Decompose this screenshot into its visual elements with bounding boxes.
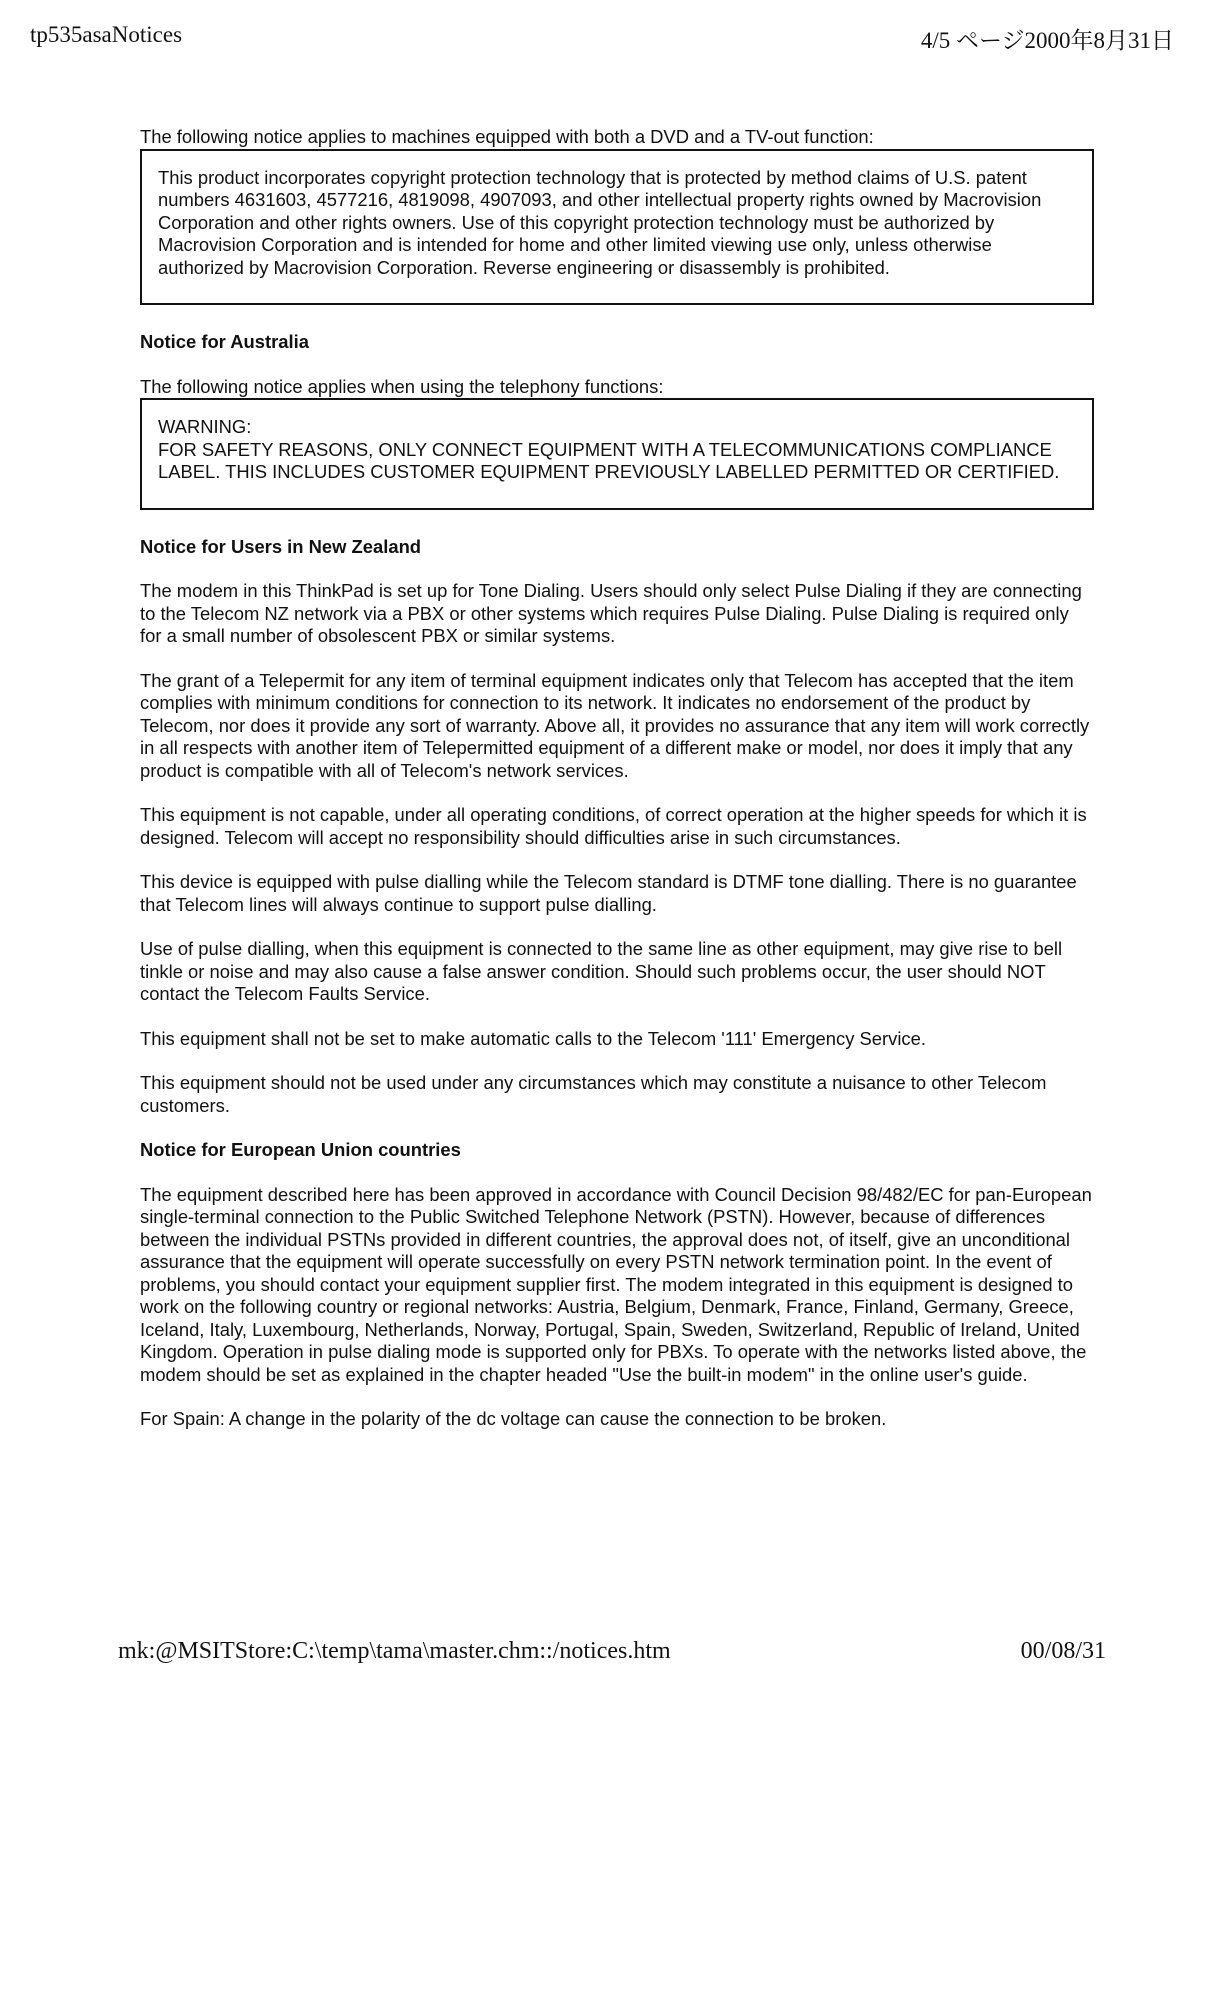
- footer-url: mk:@MSITStore:C:\temp\tama\master.chm::/notices.htm: [118, 1638, 671, 1664]
- header-left-title: tp535asaNotices: [30, 22, 183, 47]
- australia-heading: Notice for Australia: [140, 331, 309, 352]
- nz-paragraph: Use of pulse dialling, when this equipment is connected to the same line as other equipment, may give rise to bell tinkle or noise and may also cause a false answer condition. Should such problems occur, the user should NOT contact the Telecom Faults Service.: [140, 938, 1063, 1004]
- nz-paragraph: The grant of a Telepermit for any item of terminal equipment indicates only that Telecom has accepted that the item complies with minimum conditions for connection to its network. It indicates no endorsement of the product by Telecom, nor does it provide any sort of warranty. Above all, it provides no assurance that any item will work correctly in all respects with another item of Telepermitted equipment of a different make or model, nor does it imply that any product is compatible with all of Telecom's network services.: [140, 669, 1090, 781]
- nz-paragraph: This equipment shall not be set to make automatic calls to the Telecom '111' Emergency Service.: [140, 1027, 926, 1049]
- australia-warning-box: [140, 398, 1094, 510]
- macrovision-notice-text: This product incorporates copyright protection technology that is protected by method claims of U.S. patent numbers 4631603, 4577216, 4819098, 4907093, and other intellectual property rights owned by Macrovision Corporation and other rights owners. Use of this copyright protection technology must be authorized by Macrovision Corporation and is intended for home and other limited viewing use only, unless otherwise authorized by Macrovision Corporation. Reverse engineering or disassembly is prohibited.: [158, 166, 1042, 278]
- header-page-date: 4/5 ページ2000年8月31日: [920, 28, 1174, 53]
- nz-paragraph: This device is equipped with pulse dialling while the Telecom standard is DTMF tone dialling. There is no guarantee that Telecom lines will always continue to support pulse dialling.: [140, 871, 1077, 915]
- eu-paragraph: The equipment described here has been approved in accordance with Council Decision 98/482/EC for pan-European single-terminal connection to the Public Switched Telephone Network (PSTN). However, because of differences between the individual PSTNs provided in different countries, the approval does not, of itself, give an unconditional assurance that the equipment will operate successfully on every PSTN network termination point. In the event of problems, you should contact your equipment supplier first. The modem integrated in this equipment is designed to work on the following country or regional networks: Austria, Belgium, Denmark, France, Finland, Germany, Greece, Iceland, Italy, Luxembourg, Netherlands, Norway, Portugal, Spain, Sweden, Switzerland, Republic of Ireland, United Kingdom. Operation in pulse dialing mode is supported only for PBXs. To operate with the networks listed above, the modem should be set as explained in the chapter headed "Use the built-in modem" in the online user's guide.: [140, 1183, 1092, 1385]
- warning-text: FOR SAFETY REASONS, ONLY CONNECT EQUIPMENT WITH A TELECOMMUNICATIONS COMPLIANCE LABEL. THIS INCLUDES CUSTOMER EQUIPMENT PREVIOUSLY LABELLED PERMITTED OR CERTIFIED.: [158, 438, 1060, 482]
- australia-notice-intro: The following notice applies when using the telephony functions:: [140, 375, 664, 397]
- document-body: [140, 126, 1094, 1431]
- new-zealand-heading: Notice for Users in New Zealand: [140, 535, 422, 557]
- footer-date: 00/08/31: [1020, 1638, 1106, 1664]
- nz-paragraph: The modem in this ThinkPad is set up for Tone Dialing. Users should only select Pulse Dialing if they are connecting to the Telecom NZ network via a PBX or other systems which requires Pulse Dialing. Pulse Dialing is required only for a small number of obsolescent PBX or similar systems.: [140, 580, 1082, 646]
- warning-label: WARNING:: [158, 416, 252, 437]
- nz-paragraph: This equipment is not capable, under all operating conditions, of correct operation at the higher speeds for which it is designed. Telecom will accept no responsibility should difficulties arise in such circumstances.: [140, 804, 1087, 848]
- nz-paragraph: This equipment should not be used under any circumstances which may constitute a nuisance to other Telecom customers.: [140, 1072, 1047, 1116]
- dvd-notice-box: [140, 149, 1094, 306]
- eu-heading: Notice for European Union countries: [140, 1139, 461, 1160]
- dvd-notice-intro: The following notice applies to machines equipped with both a DVD and a TV-out function:: [140, 126, 874, 147]
- spain-notice: For Spain: A change in the polarity of the dc voltage can cause the connection to be broken.: [140, 1408, 887, 1429]
